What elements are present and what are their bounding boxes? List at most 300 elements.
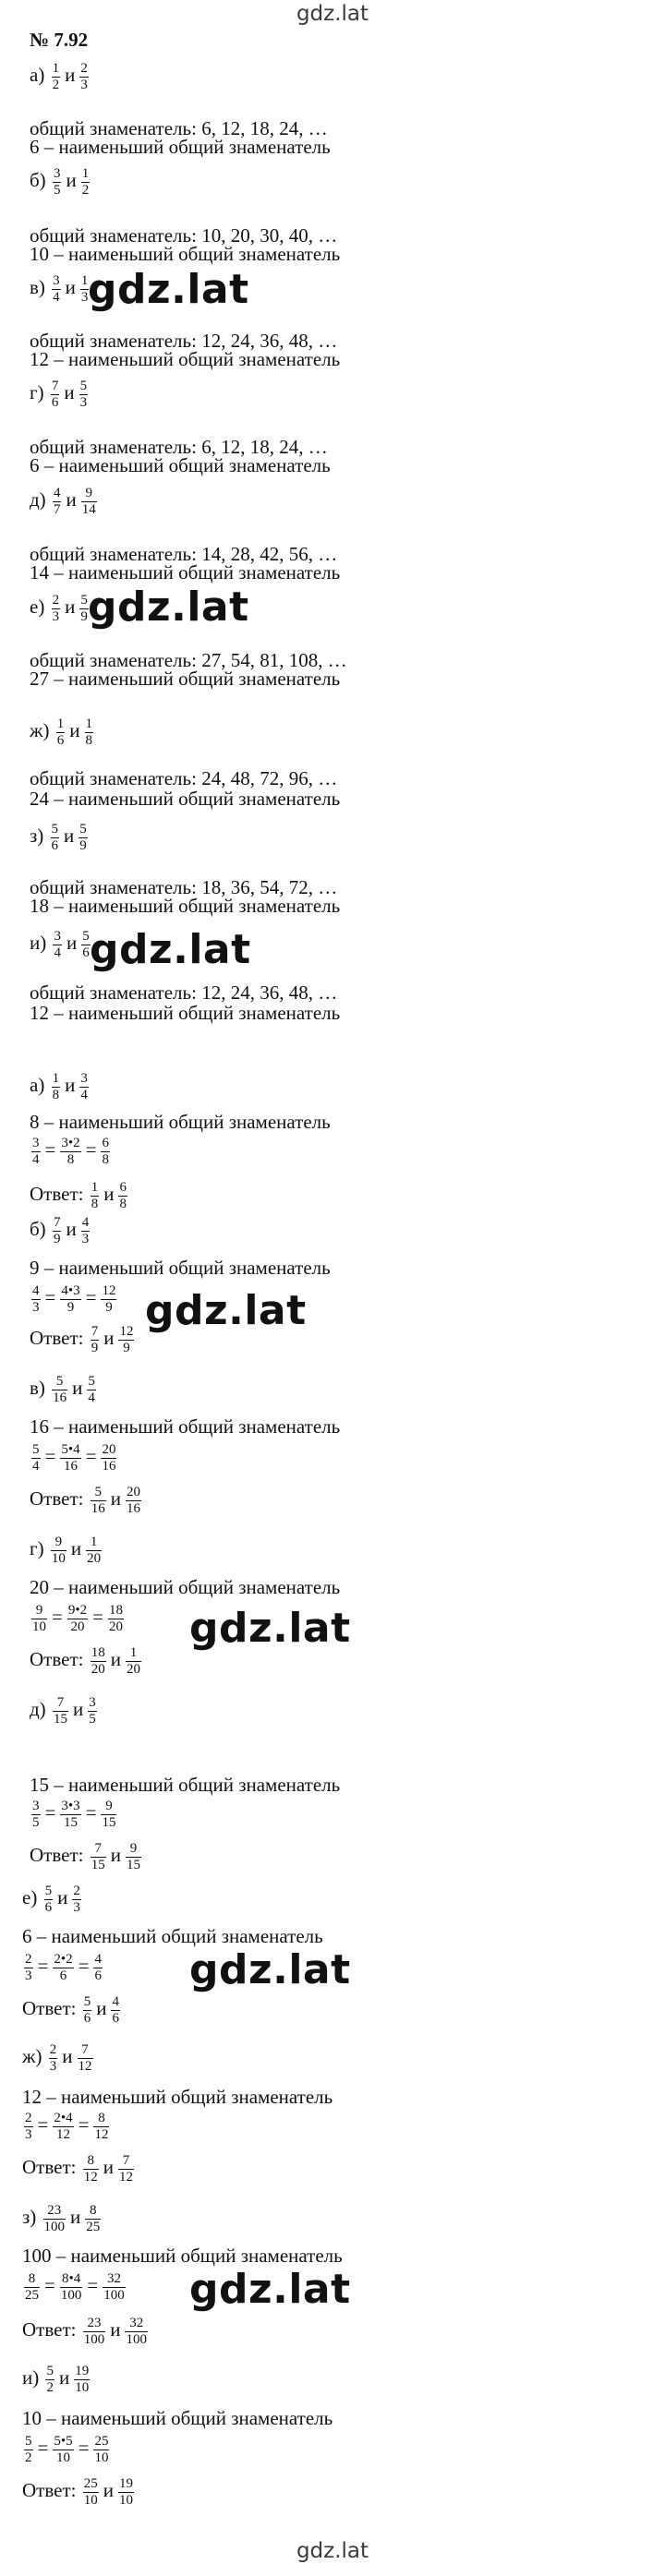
least-common-denominator — [22, 1926, 323, 1947]
watermark-big-3: gdz.lat — [90, 926, 251, 973]
fraction — [31, 1603, 47, 1634]
denominator: 3 — [79, 394, 88, 410]
numerator: 8 — [93, 2111, 109, 2127]
least-text: 9 – наименьший общий знаменатель — [30, 1257, 331, 1279]
and-word: и — [110, 2317, 121, 2341]
equals-sign: = — [44, 1800, 56, 1824]
numerator: 2 — [25, 2111, 32, 2125]
denominator: 6 — [51, 837, 59, 853]
numerator: 4 — [32, 1283, 40, 1298]
item-label: е) — [22, 1885, 38, 1908]
denominator: 4 — [54, 945, 61, 960]
item-label: ж) — [22, 2044, 42, 2067]
denominator: 20 — [87, 1550, 102, 1566]
answer-line — [22, 1994, 122, 2026]
numerator: 19 — [75, 2364, 90, 2378]
fraction-pair — [30, 1535, 103, 1566]
numerator: 8 — [83, 2153, 99, 2170]
denominator: 9 — [80, 608, 88, 624]
fraction — [81, 166, 91, 198]
numerator: 5 — [44, 1884, 53, 1898]
item-label: а) — [30, 1073, 45, 1096]
fraction — [91, 1324, 100, 1355]
fraction — [126, 1485, 141, 1516]
least-common-denominator — [30, 788, 340, 810]
fraction — [88, 1695, 97, 1727]
denominator: 20 — [91, 1661, 105, 1677]
numerator: 7 — [51, 379, 59, 393]
conversion-equation — [22, 2434, 111, 2465]
and-word: и — [72, 1697, 84, 1720]
watermark-bottom: gdz.lat — [296, 2539, 369, 2563]
numerator: 1 — [52, 1071, 60, 1086]
denominator: 15 — [126, 1857, 140, 1872]
least-text: 6 – наименьший общий знаменатель — [30, 136, 331, 158]
denominator: 15 — [91, 1857, 105, 1872]
numerator: 32 — [103, 2271, 126, 2288]
fraction — [53, 1952, 73, 1983]
fraction — [51, 822, 60, 853]
denominator: 5 — [53, 182, 61, 198]
item-label: в) — [30, 1376, 45, 1399]
denominator: 12 — [78, 2058, 92, 2074]
common-text: общий знаменатель: 27, 54, 81, 108, … — [30, 649, 347, 671]
conversion-equation — [30, 1799, 118, 1830]
fraction-pair — [30, 1374, 98, 1405]
denominator: 15 — [63, 1814, 78, 1830]
numerator: 7 — [91, 1324, 99, 1339]
numerator: 6 — [119, 1180, 127, 1195]
numerator: 2 — [80, 61, 88, 76]
fraction — [83, 2316, 106, 2347]
fraction — [85, 716, 94, 748]
least-common-denominator — [30, 244, 340, 265]
fraction — [53, 486, 62, 517]
and-word: и — [72, 1376, 83, 1399]
denominator: 10 — [75, 2379, 90, 2395]
fraction — [43, 2203, 66, 2234]
conversion-equation — [22, 2111, 111, 2142]
denominator: 8 — [85, 732, 93, 748]
least-common-denominator — [30, 349, 340, 370]
answer-line — [30, 1324, 136, 1355]
fraction-pair — [30, 166, 91, 198]
least-common-denominator — [30, 1112, 331, 1133]
fraction — [45, 2364, 54, 2395]
denominator: 3 — [25, 2126, 32, 2142]
least-text: 12 – наименьший общий знаменатель — [22, 2086, 333, 2108]
equals-sign: = — [85, 1285, 97, 1308]
denominator: 10 — [32, 1619, 46, 1634]
answer-line — [30, 1645, 143, 1677]
conversion-equation — [22, 2271, 127, 2303]
numerator: 8 — [24, 2271, 40, 2288]
numerator: 23 — [83, 2316, 106, 2332]
denominator: 6 — [56, 732, 65, 748]
fraction — [91, 1180, 100, 1211]
fraction — [101, 1283, 116, 1315]
denominator: 4 — [53, 289, 60, 305]
fraction — [85, 2203, 101, 2234]
denominator: 9 — [91, 1340, 99, 1355]
least-common-denominator — [22, 2245, 343, 2267]
common-text: общий знаменатель: 18, 36, 54, 72, … — [30, 876, 338, 898]
and-word: и — [96, 1996, 107, 2019]
fraction — [81, 1215, 91, 1246]
item-label: ж) — [30, 718, 50, 741]
numerator: 3 — [54, 929, 61, 944]
and-word: и — [103, 1182, 115, 1205]
least-text: 20 – наименьший общий знаменатель — [30, 1576, 341, 1598]
common-text: общий знаменатель: 12, 24, 36, 48, … — [30, 330, 338, 352]
fraction — [125, 2316, 148, 2347]
denominator: 3 — [80, 77, 88, 92]
item-label: е) — [30, 595, 45, 618]
numerator: 5 — [32, 1442, 40, 1457]
denominator: 5 — [89, 1711, 96, 1727]
item-label: и) — [30, 931, 47, 954]
fraction — [118, 2153, 134, 2185]
denominator: 2 — [46, 2379, 54, 2395]
answer-line — [30, 1841, 143, 1872]
least-text: 16 – наименьший общий знаменатель — [30, 1415, 341, 1438]
numerator: 19 — [118, 2476, 133, 2491]
fraction — [103, 2271, 126, 2303]
least-text: 14 – наименьший общий знаменатель — [30, 561, 341, 584]
answer-line — [22, 2153, 136, 2185]
denominator: 8 — [91, 1196, 99, 1211]
numerator: 20 — [102, 1442, 116, 1457]
numerator: 2 — [73, 1884, 80, 1898]
exercise-title: № 7.92 — [30, 29, 89, 51]
and-word: и — [66, 168, 77, 191]
denominator: 2 — [52, 77, 60, 92]
fraction-pair — [22, 1884, 83, 1915]
conversion-equation — [30, 1442, 118, 1474]
item-label: б) — [30, 168, 46, 191]
fraction — [52, 61, 61, 92]
and-word: и — [64, 380, 75, 403]
numerator: 2•4 — [54, 2111, 73, 2125]
watermark-big-2: gdz.lat — [88, 584, 249, 631]
fraction — [51, 379, 60, 410]
equals-sign: = — [37, 2436, 49, 2459]
conversion-equation — [30, 1136, 112, 1167]
and-word: и — [66, 931, 78, 954]
equals-sign: = — [44, 1444, 56, 1467]
common-text: общий знаменатель: 6, 12, 18, 24, … — [30, 117, 328, 139]
least-text: 10 – наименьший общий знаменатель — [22, 2407, 333, 2429]
denominator: 3 — [80, 289, 89, 305]
fraction — [56, 716, 66, 748]
numerator: 2 — [49, 2042, 57, 2057]
item-label: и) — [22, 2365, 40, 2389]
fraction — [53, 1695, 68, 1727]
denominator: 6 — [94, 1968, 102, 1983]
fraction — [118, 1324, 134, 1355]
least-text: 10 – наименьший общий знаменатель — [30, 243, 341, 265]
and-word: и — [70, 2205, 81, 2228]
equals-sign: = — [52, 1605, 63, 1628]
numerator: 7 — [91, 1841, 106, 1858]
denominator: 3 — [81, 1231, 90, 1246]
denominator: 6 — [44, 1899, 53, 1915]
denominator: 10 — [94, 2450, 109, 2465]
numerator: 1 — [91, 1180, 99, 1195]
denominator: 4 — [88, 1390, 95, 1405]
common-denominators — [30, 982, 337, 1004]
denominator: 100 — [126, 2331, 147, 2347]
fraction — [93, 1952, 103, 1983]
and-word: и — [110, 1647, 121, 1670]
denominator: 6 — [51, 394, 59, 410]
fraction-pair — [30, 593, 91, 624]
fraction-pair — [30, 486, 99, 517]
least-common-denominator — [30, 1577, 340, 1598]
watermark-top: gdz.lat — [296, 2, 369, 26]
and-word: и — [69, 718, 80, 741]
numerator: 9 — [126, 1841, 141, 1858]
fraction — [101, 1136, 110, 1167]
answer-label: Ответ: — [22, 1996, 77, 2019]
numerator: 25 — [83, 2476, 98, 2491]
least-common-denominator — [30, 896, 340, 917]
least-common-denominator — [30, 1258, 331, 1279]
denominator: 9 — [53, 1231, 61, 1246]
equals-sign: = — [87, 2273, 99, 2296]
numerator: 5 — [82, 929, 90, 944]
denominator: 8 — [52, 1087, 60, 1102]
least-common-denominator — [22, 2087, 332, 2108]
watermark-big-1: gdz.lat — [88, 266, 249, 313]
denominator: 15 — [53, 1711, 67, 1727]
and-word: и — [66, 1217, 77, 1240]
numerator: 4 — [81, 1215, 90, 1230]
watermark-big-5: gdz.lat — [189, 1605, 351, 1652]
answer-line — [22, 2476, 136, 2508]
numerator: 5 — [79, 822, 87, 837]
least-common-denominator — [30, 1416, 340, 1438]
numerator: 7 — [78, 2042, 93, 2059]
numerator: 5 — [46, 2364, 54, 2378]
fraction — [126, 1645, 141, 1677]
item-label: з) — [22, 2205, 37, 2228]
denominator: 4 — [32, 1151, 40, 1167]
and-word: и — [62, 2044, 73, 2067]
fraction — [53, 1215, 62, 1246]
fraction — [31, 1799, 41, 1830]
fraction — [83, 2476, 99, 2508]
numerator: 1 — [126, 1645, 141, 1662]
equals-sign: = — [92, 1605, 103, 1628]
denominator: 12 — [118, 2169, 133, 2185]
least-text: 6 – наименьший общий знаменатель — [30, 454, 331, 476]
denominator: 10 — [51, 1550, 66, 1566]
item-label: з) — [30, 824, 44, 847]
fraction — [81, 486, 97, 517]
denominator: 8 — [66, 1151, 75, 1167]
fraction — [87, 1374, 96, 1405]
denominator: 9 — [105, 1299, 113, 1315]
denominator: 14 — [81, 501, 96, 517]
answer-label: Ответ: — [30, 1326, 84, 1349]
answer-label: Ответ: — [30, 1647, 84, 1670]
least-common-denominator — [30, 455, 331, 476]
numerator: 3 — [53, 166, 61, 181]
denominator: 4 — [32, 1458, 40, 1474]
fraction — [101, 1442, 116, 1474]
fraction — [78, 2042, 93, 2074]
denominator: 3 — [49, 2058, 57, 2074]
numerator: 3 — [89, 1695, 96, 1710]
fraction — [31, 1442, 41, 1474]
numerator: 7 — [118, 2153, 134, 2170]
item-label: а) — [30, 63, 45, 86]
numerator: 5 — [80, 593, 88, 608]
numerator: 4 — [53, 486, 61, 500]
fraction — [86, 1535, 102, 1566]
fraction — [60, 1136, 80, 1167]
common-text: общий знаменатель: 24, 48, 72, 96, … — [30, 767, 338, 789]
least-text: 12 – наименьший общий знаменатель — [30, 348, 341, 370]
least-common-denominator — [30, 1775, 340, 1796]
numerator: 8•4 — [60, 2271, 83, 2288]
fraction — [60, 1442, 80, 1474]
numerator: 9 — [101, 1799, 116, 1815]
numerator: 9 — [31, 1603, 47, 1619]
answer-label: Ответ: — [22, 2478, 77, 2501]
numerator: 5•4 — [61, 1442, 80, 1457]
denominator: 100 — [83, 2331, 105, 2347]
fraction — [24, 2434, 33, 2465]
fraction — [51, 1535, 66, 1566]
fraction — [53, 929, 62, 960]
denominator: 12 — [55, 2126, 70, 2142]
and-word: и — [110, 1487, 121, 1510]
fraction-pair — [22, 2042, 95, 2074]
fraction — [24, 1952, 33, 1983]
denominator: 100 — [60, 2287, 82, 2303]
denominator: 8 — [119, 1196, 127, 1211]
numerator: 1 — [81, 166, 90, 181]
item-label: г) — [30, 380, 44, 403]
equals-sign: = — [37, 2113, 49, 2136]
and-word: и — [103, 2478, 114, 2501]
least-common-denominator — [30, 562, 340, 584]
numerator: 5 — [91, 1485, 106, 1501]
denominator: 20 — [126, 1661, 140, 1677]
and-word: и — [70, 1536, 82, 1559]
fraction — [83, 2153, 99, 2185]
equals-sign: = — [44, 1285, 56, 1308]
and-word: и — [65, 1073, 76, 1096]
denominator: 25 — [25, 2287, 39, 2303]
numerator: 1 — [56, 716, 65, 731]
answer-line — [30, 1485, 143, 1516]
numerator: 3 — [32, 1799, 40, 1813]
numerator: 5 — [88, 1374, 95, 1389]
denominator: 10 — [118, 2492, 133, 2508]
and-word: и — [65, 595, 76, 618]
numerator: 1 — [80, 273, 89, 288]
and-word: и — [103, 2155, 114, 2178]
numerator: 6 — [102, 1136, 109, 1150]
numerator: 3 — [53, 273, 60, 288]
common-text: общий знаменатель: 6, 12, 18, 24, … — [30, 436, 328, 458]
fraction — [74, 2364, 90, 2395]
fraction — [53, 2434, 73, 2465]
fraction — [31, 1136, 41, 1167]
denominator: 3 — [25, 1968, 32, 1983]
least-text: 100 – наименьший общий знаменатель — [22, 2245, 343, 2267]
item-label: б) — [30, 1217, 46, 1240]
numerator: 8 — [85, 2203, 101, 2220]
fraction — [67, 1603, 88, 1634]
and-word: и — [64, 824, 75, 847]
denominator: 16 — [91, 1500, 105, 1516]
common-text: общий знаменатель: 10, 20, 30, 40, … — [30, 224, 338, 247]
fraction-pair — [30, 273, 91, 305]
fraction — [79, 1071, 89, 1102]
numerator: 32 — [125, 2316, 148, 2332]
equals-sign: = — [78, 2113, 90, 2136]
answer-label: Ответ: — [22, 2317, 77, 2341]
denominator: 2 — [25, 2450, 32, 2465]
equals-sign: = — [37, 1954, 49, 1977]
watermark-big-6: gdz.lat — [189, 1946, 351, 1993]
denominator: 9 — [79, 837, 87, 853]
answer-line — [22, 2316, 150, 2347]
denominator: 25 — [86, 2219, 101, 2234]
fraction-pair — [30, 1071, 91, 1102]
fraction — [52, 593, 61, 624]
numerator: 1 — [85, 716, 93, 731]
fraction — [24, 2111, 33, 2142]
denominator: 2 — [81, 182, 90, 198]
denominator: 9 — [66, 1299, 75, 1315]
numerator: 12 — [119, 1324, 134, 1339]
denominator: 7 — [53, 501, 61, 517]
numerator: 4 — [94, 1952, 102, 1967]
least-text: 6 – наименьший общий знаменатель — [22, 1925, 323, 1947]
numerator: 5 — [25, 2434, 32, 2449]
fraction-pair — [22, 2364, 91, 2395]
numerator: 4•3 — [61, 1283, 80, 1298]
denominator: 12 — [83, 2169, 98, 2185]
least-text: 18 – наименьший общий знаменатель — [30, 895, 341, 917]
fraction — [24, 2271, 40, 2303]
equals-sign: = — [44, 1138, 56, 1161]
denominator: 5 — [32, 1814, 40, 1830]
and-word: и — [58, 2365, 70, 2389]
common-text: общий знаменатель: 12, 24, 36, 48, … — [30, 981, 338, 1004]
fraction — [126, 1841, 141, 1872]
answer-line — [30, 1180, 129, 1211]
numerator: 1 — [52, 61, 60, 76]
numerator: 18 — [108, 1603, 123, 1618]
fraction — [53, 166, 62, 198]
equals-sign: = — [85, 1444, 97, 1467]
numerator: 20 — [126, 1485, 140, 1499]
fraction — [108, 1603, 124, 1634]
least-text: 12 – наименьший общий знаменатель — [30, 1002, 341, 1024]
item-label: д) — [30, 488, 46, 511]
fraction — [72, 1884, 81, 1915]
numerator: 5 — [83, 1994, 91, 2009]
equals-sign: = — [44, 2273, 55, 2296]
numerator: 2 — [52, 593, 60, 608]
and-word: и — [66, 488, 77, 511]
